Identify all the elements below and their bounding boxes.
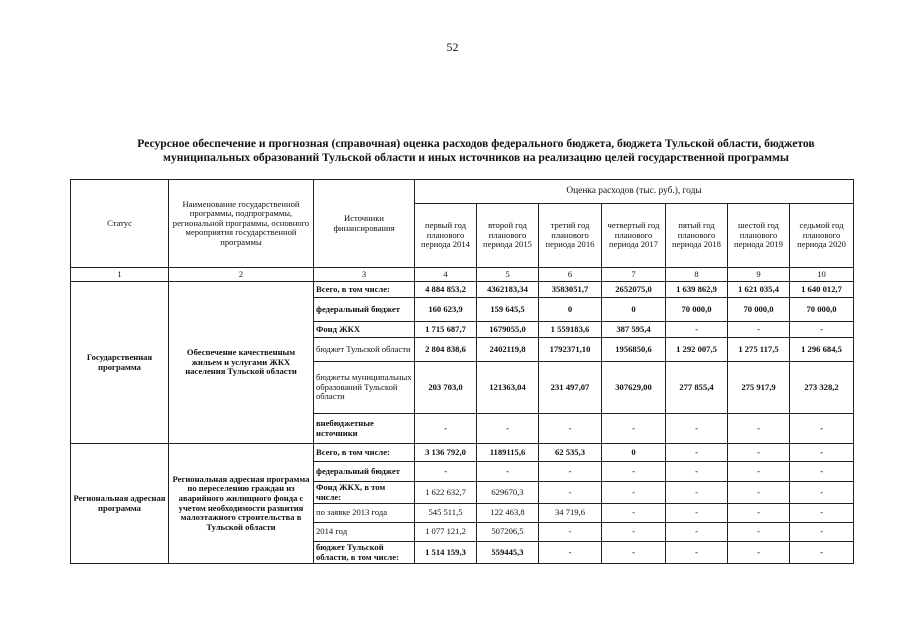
program-name-cell: Региональная адресная программа по переселению граждан из аварийного жилищного фонда с учетом необходимости развития малоэтажного строительства в Тульской области <box>169 444 314 564</box>
title-line-2: муниципальных образований Тульской области и иных источников на реализацию целей государственной программы <box>163 151 789 164</box>
value-cell: 2402119,8 <box>477 338 539 362</box>
source-cell: Всего, в том числе: <box>314 444 415 462</box>
header-year: четвертый год планового периода 2017 <box>602 204 666 268</box>
header-year: шестой год планового периода 2019 <box>728 204 790 268</box>
value-cell: - <box>602 523 666 542</box>
value-cell: 160 623,9 <box>415 298 477 322</box>
value-cell: 277 855,4 <box>666 362 728 414</box>
value-cell: - <box>790 414 854 444</box>
value-cell: 122 463,8 <box>477 504 539 523</box>
value-cell: 3 136 792,0 <box>415 444 477 462</box>
value-cell: 1679055,0 <box>477 322 539 338</box>
value-cell: - <box>666 523 728 542</box>
value-cell: 1 622 632,7 <box>415 482 477 504</box>
column-number: 2 <box>169 268 314 282</box>
value-cell: 1 292 007,5 <box>666 338 728 362</box>
value-cell: - <box>539 542 602 564</box>
value-cell: - <box>790 523 854 542</box>
value-cell: - <box>728 462 790 482</box>
value-cell: - <box>728 523 790 542</box>
value-cell: - <box>790 504 854 523</box>
value-cell: 1 275 117,5 <box>728 338 790 362</box>
value-cell: - <box>415 414 477 444</box>
source-cell: федеральный бюджет <box>314 298 415 322</box>
column-number: 9 <box>728 268 790 282</box>
value-cell: 0 <box>539 298 602 322</box>
header-year: второй год планового периода 2015 <box>477 204 539 268</box>
column-number: 5 <box>477 268 539 282</box>
value-cell: - <box>666 462 728 482</box>
value-cell: - <box>666 504 728 523</box>
value-cell: - <box>602 504 666 523</box>
value-cell: - <box>728 322 790 338</box>
value-cell: - <box>539 414 602 444</box>
value-cell: - <box>477 414 539 444</box>
value-cell: 70 000,0 <box>666 298 728 322</box>
value-cell: - <box>790 482 854 504</box>
source-cell: бюджеты муниципальных образований Тульской области <box>314 362 415 414</box>
column-number: 4 <box>415 268 477 282</box>
header-year: третий год планового периода 2016 <box>539 204 602 268</box>
value-cell: - <box>477 462 539 482</box>
value-cell: - <box>728 482 790 504</box>
header-status: Статус <box>71 180 169 268</box>
value-cell: 1 559183,6 <box>539 322 602 338</box>
value-cell: 231 497,07 <box>539 362 602 414</box>
value-cell: 507206,5 <box>477 523 539 542</box>
value-cell: 70 000,0 <box>790 298 854 322</box>
value-cell: - <box>539 523 602 542</box>
value-cell: - <box>728 542 790 564</box>
source-cell: Фонд ЖКХ <box>314 322 415 338</box>
column-number: 3 <box>314 268 415 282</box>
value-cell: - <box>790 444 854 462</box>
source-cell: Всего, в том числе: <box>314 282 415 298</box>
column-number: 8 <box>666 268 728 282</box>
value-cell: 1 621 035,4 <box>728 282 790 298</box>
value-cell: - <box>602 462 666 482</box>
value-cell: 1 296 684,5 <box>790 338 854 362</box>
value-cell: 545 511,5 <box>415 504 477 523</box>
status-cell: Государственная программа <box>71 282 169 444</box>
value-cell: 1189115,6 <box>477 444 539 462</box>
value-cell: 3583051,7 <box>539 282 602 298</box>
column-number: 10 <box>790 268 854 282</box>
value-cell: - <box>602 542 666 564</box>
value-cell: 273 328,2 <box>790 362 854 414</box>
header-sources: Источники финансирования <box>314 180 415 268</box>
value-cell: - <box>666 444 728 462</box>
value-cell: 0 <box>602 298 666 322</box>
value-cell: - <box>728 444 790 462</box>
value-cell: 4362183,34 <box>477 282 539 298</box>
value-cell: 70 000,0 <box>728 298 790 322</box>
value-cell: - <box>666 414 728 444</box>
budget-table <box>70 179 854 564</box>
value-cell: - <box>728 504 790 523</box>
header-year: седьмой год планового периода 2020 <box>790 204 854 268</box>
table-row <box>71 444 854 462</box>
header-year: первый год планового периода 2014 <box>415 204 477 268</box>
value-cell: 159 645,5 <box>477 298 539 322</box>
title-line-1: Ресурсное обеспечение и прогнозная (справочная) оценка расходов федерального бюджета, бюджета Тульской области, бюджетов <box>137 137 815 150</box>
value-cell: 62 535,3 <box>539 444 602 462</box>
value-cell: 1 640 012,7 <box>790 282 854 298</box>
value-cell: - <box>666 542 728 564</box>
header-year: пятый год планового периода 2018 <box>666 204 728 268</box>
source-cell: по заявке 2013 года <box>314 504 415 523</box>
column-number: 7 <box>602 268 666 282</box>
page-number: 52 <box>446 40 459 54</box>
value-cell: 34 719,6 <box>539 504 602 523</box>
header-row-1 <box>71 180 854 204</box>
value-cell: 307629,00 <box>602 362 666 414</box>
table-row <box>71 282 854 298</box>
value-cell: - <box>666 322 728 338</box>
value-cell: - <box>415 462 477 482</box>
value-cell: 387 595,4 <box>602 322 666 338</box>
value-cell: - <box>666 482 728 504</box>
source-cell: 2014 год <box>314 523 415 542</box>
value-cell: - <box>602 482 666 504</box>
column-number: 6 <box>539 268 602 282</box>
value-cell: 1 077 121,2 <box>415 523 477 542</box>
value-cell: - <box>602 414 666 444</box>
value-cell: - <box>790 462 854 482</box>
document-title <box>100 137 852 165</box>
value-cell: 1 639 862,9 <box>666 282 728 298</box>
value-cell: - <box>790 542 854 564</box>
value-cell: 1 514 159,3 <box>415 542 477 564</box>
value-cell: 1 715 687,7 <box>415 322 477 338</box>
value-cell: 1792371,10 <box>539 338 602 362</box>
column-number-row <box>71 268 854 282</box>
status-cell: Региональная адресная программа <box>71 444 169 564</box>
column-number: 1 <box>71 268 169 282</box>
value-cell: - <box>728 414 790 444</box>
value-cell: 203 703,0 <box>415 362 477 414</box>
source-cell: бюджет Тульской области <box>314 338 415 362</box>
value-cell: 559445,3 <box>477 542 539 564</box>
value-cell: - <box>539 482 602 504</box>
source-cell: Фонд ЖКХ, в том числе: <box>314 482 415 504</box>
source-cell: внебюджетные источники <box>314 414 415 444</box>
value-cell: 1956850,6 <box>602 338 666 362</box>
source-cell: федеральный бюджет <box>314 462 415 482</box>
value-cell: - <box>539 462 602 482</box>
value-cell: 4 884 853,2 <box>415 282 477 298</box>
header-name: Наименование государственной программы, подпрограммы, региональной программы, основного мероприятия государственной программы <box>169 180 314 268</box>
source-cell: бюджет Тульской области, в том числе: <box>314 542 415 564</box>
value-cell: 629670,3 <box>477 482 539 504</box>
value-cell: 121363,04 <box>477 362 539 414</box>
value-cell: 0 <box>602 444 666 462</box>
value-cell: 2652075,0 <box>602 282 666 298</box>
value-cell: 2 804 838,6 <box>415 338 477 362</box>
value-cell: 275 917,9 <box>728 362 790 414</box>
program-name-cell: Обеспечение качественным жильем и услугами ЖКХ населения Тульской области <box>169 282 314 444</box>
header-estimate-group: Оценка расходов (тыс. руб.), годы <box>415 180 854 204</box>
value-cell: - <box>790 322 854 338</box>
